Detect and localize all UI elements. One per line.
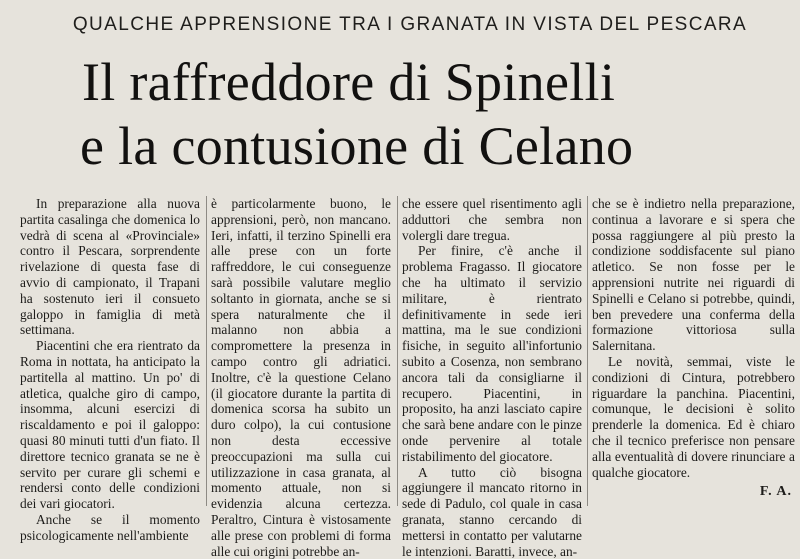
paragraph: A tutto ciò bisogna aggiungere il mancato ritorno in sede di Padulo, col quale in casa granata, stanno cercando di mettersi in contatto per valutarne le intenzioni. Baratti, invece, an-	[402, 464, 582, 559]
paragraph: Le novità, semmai, viste le condizioni di Cintura, potrebbero riguardare la panchina. Piacentini, comunque, le decisioni è solito prenderle la domenica. Ed è chiaro che il tecnico preferisce non pensare alla eventualità di dovere rinunciare a qualche giocatore.	[592, 353, 795, 480]
paragraph: Piacentini che era rientrato da Roma in nottata, ha anticipato la partitella al mattino. Un po' di atletica, qualche giro di campo, insomma, alcuni esercizi di riscaldamento e poi il galoppo: quasi 80 minuti tutti d'un fiato. Il direttore tecnico granata se ne è servito per curare gli schemi e rendersi conto delle condizioni dei vari giocatori.	[20, 338, 200, 512]
paragraph: che se è indietro nella preparazione, continua a lavorare e si spera che possa raggiungere al più presto la condizione soddisfacente sul piano atletico. Se non fosse per le apprensioni nutrite nei riguardi di Spinelli e Celano si potrebbe, quindi, ben prevedere una conferma della formazione vittoriosa sulla Salernitana.	[592, 196, 795, 354]
headline-line-1: Il raffreddore di Spinelli	[82, 52, 616, 112]
text-column-1	[20, 196, 200, 543]
headline-line-2: e la contusione di Celano	[80, 116, 634, 176]
author-signature: F. A.	[759, 484, 792, 499]
paragraph: Anche se il momento psicologicamente nell'ambiente	[20, 511, 200, 543]
paragraph: Per finire, c'è anche il problema Fragasso. Il giocatore che ha ultimato il servizio militare, è rientrato definitivamente in sede ieri mattina, ma le sue condizioni fisiche, in seguito all'infortunio subito a Cosenza, non sembrano ancora tali da consigliarne il recupero. Piacentini, in proposito, ha anzi lasciato capire che sarà bene andare con le pinze onde pervenire al totale ristabilimento del giocatore.	[402, 243, 582, 464]
article-body	[20, 196, 795, 559]
paragraph: In preparazione alla nuova partita casalinga che domenica lo vedrà di scena al «Provinciale» contro il Pescara, sorprendente rivelazione di questa fase di avvio di campionato, il Trapani ha sostenuto ieri il consueto galoppo in famiglia di metà settimana.	[20, 196, 200, 338]
column-divider	[397, 196, 398, 506]
text-column-2	[211, 196, 391, 559]
article-headline	[80, 50, 720, 178]
column-divider	[206, 196, 207, 506]
column-divider	[587, 196, 588, 506]
article-kicker: QUALCHE APPRENSIONE TRA I GRANATA IN VISTA DEL PESCARA	[72, 14, 748, 35]
text-column-4	[592, 196, 795, 506]
text-column-3	[402, 196, 582, 559]
paragraph: è particolarmente buono, le apprensioni, però, non mancano. Ieri, infatti, il terzino Spinelli era alle prese con un forte raffreddore, le cui conseguenze sarà possibile valutare meglio soltanto in giornata, anche se si spera naturalmente che il malanno non abbia a compromettere la presenza in campo contro gli adriatici. Inoltre, c'è la questione Celano (il giocatore durante la partita di domenica scorsa ha subito un duro colpo), la cui contusione non desta eccessive preoccupazioni ma sulla cui utilizzazione in casa granata, al momento attuale, non si evidenzia alcuna certezza. Peraltro, Cintura è vistosamente alle prese con problemi di forma alle cui origini potrebbe an-	[211, 196, 391, 559]
paragraph: che essere quel risentimento agli adduttori che sembra non volergli dare tregua.	[402, 196, 582, 243]
